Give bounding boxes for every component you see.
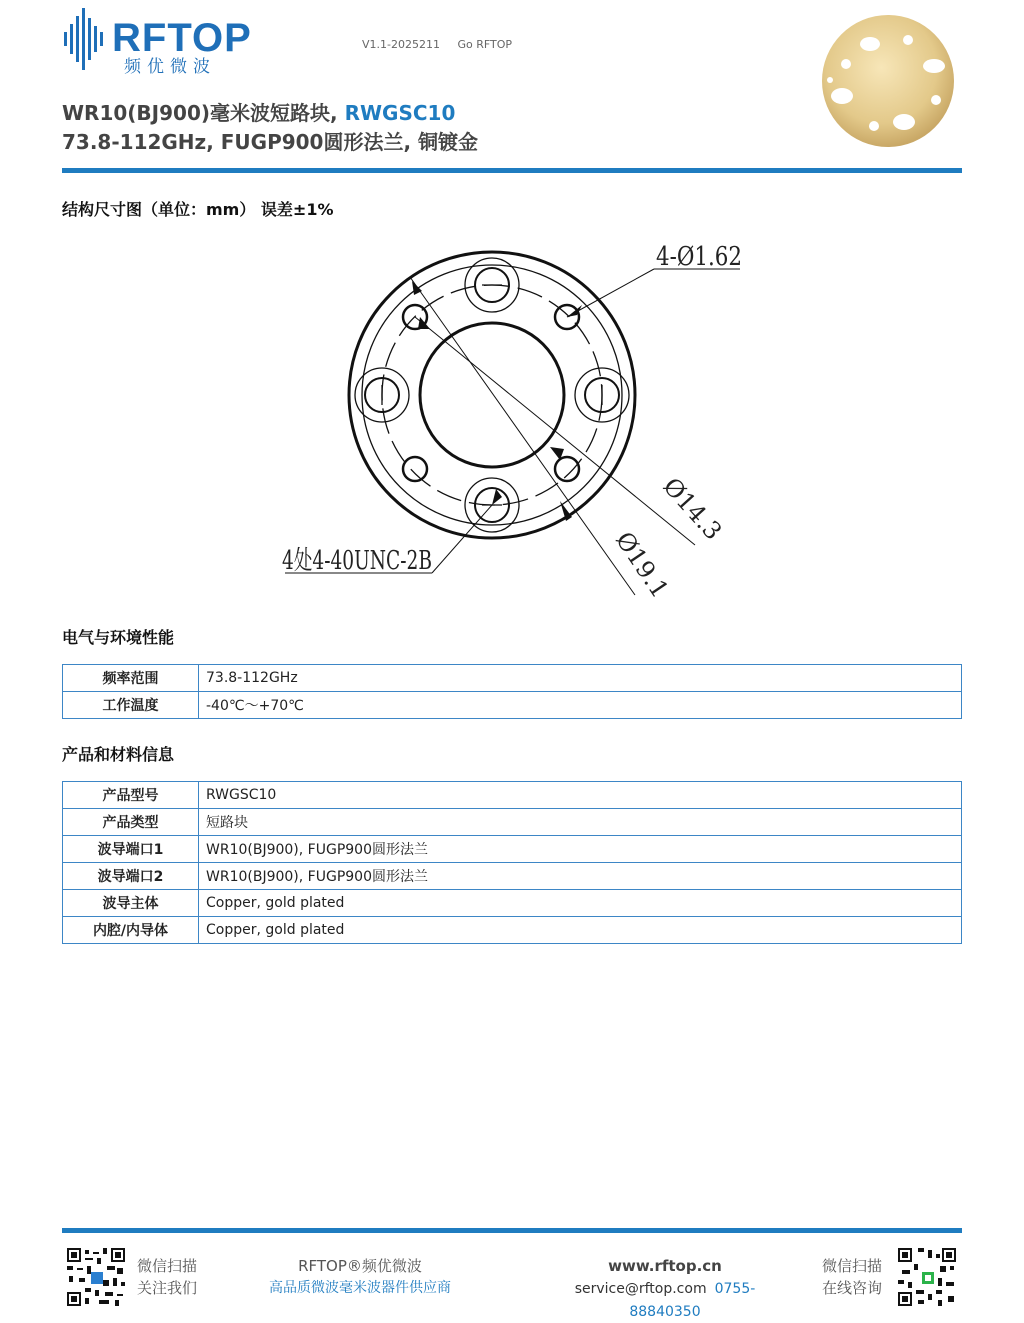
table-row (63, 665, 962, 692)
product-photo (818, 14, 958, 148)
brand-slogan: 高品质微波毫米波器件供应商 (269, 1280, 451, 1296)
version-number: V1.1-2025211 (362, 38, 440, 51)
page-title (62, 97, 455, 126)
product-spec-table (62, 781, 962, 944)
dimension-drawing (270, 225, 760, 605)
footer-wechat-consult (822, 1255, 882, 1299)
table-row (63, 782, 962, 809)
drawing-section-title: 结构尺寸图（单位：mm） 误差±1% (62, 200, 334, 219)
table-row (63, 863, 962, 890)
header-divider (62, 168, 962, 173)
footer-contact (540, 1255, 790, 1323)
brand-name: RFTOP®频优微波 (298, 1257, 422, 1275)
table-row (63, 809, 962, 836)
spec-key: 内腔/内导体 (63, 917, 199, 944)
follow-us-label: 关注我们 (137, 1279, 198, 1297)
table-row (63, 836, 962, 863)
diameter-14-label: Ø14.3 (657, 472, 728, 546)
qr-code-left[interactable] (67, 1248, 125, 1306)
website-link[interactable]: www.rftop.cn (608, 1257, 722, 1275)
wechat-scan-label: 微信扫描 (822, 1257, 883, 1275)
wechat-scan-label: 微信扫描 (137, 1257, 198, 1275)
spec-value: 73.8-112GHz (199, 665, 962, 692)
spec-value: Copper, gold plated (199, 890, 962, 917)
electrical-spec-table (62, 664, 962, 719)
spec-key: 产品类型 (63, 809, 199, 836)
spec-key: 波导端口2 (63, 863, 199, 890)
footer-wechat-follow (137, 1255, 197, 1299)
table-row (63, 890, 962, 917)
thread-label: 4处4-40UNC-2B (282, 546, 432, 576)
spec-key: 波导端口1 (63, 836, 199, 863)
title-model: RWGSC10 (344, 101, 456, 125)
online-consult-label: 在线咨询 (822, 1279, 883, 1297)
spec-value: WR10(BJ900), FUGP900圆形法兰 (199, 863, 962, 890)
email-link[interactable]: service@rftop.com (574, 1281, 707, 1297)
spec-key: 波导主体 (63, 890, 199, 917)
spec-value: WR10(BJ900), FUGP900圆形法兰 (199, 836, 962, 863)
spec-value: -40℃～+70℃ (199, 692, 962, 719)
qr-code-right[interactable] (898, 1248, 956, 1306)
spec-key: 产品型号 (63, 782, 199, 809)
hole-dimension-label: 4-Ø1.62 (656, 242, 742, 272)
footer-brand (268, 1255, 452, 1299)
footer-divider (62, 1228, 962, 1233)
spec-key: 频率范围 (63, 665, 199, 692)
version-info (362, 38, 512, 51)
diameter-19-label: Ø19.1 (610, 526, 675, 603)
title-prefix: WR10(BJ900)毫米波短路块, (62, 101, 345, 125)
table-row (63, 692, 962, 719)
logo-subtitle: 频优微波 (124, 57, 216, 77)
product-section-title: 产品和材料信息 (62, 745, 175, 764)
spec-value: RWGSC10 (199, 782, 962, 809)
page-subtitle: 73.8-112GHz, FUGP900圆形法兰, 铜镀金 (62, 130, 479, 154)
spec-value: 短路块 (199, 809, 962, 836)
logo-text: RFTOP (112, 16, 252, 60)
table-row (63, 917, 962, 944)
spec-key: 工作温度 (63, 692, 199, 719)
electrical-section-title: 电气与环境性能 (62, 628, 175, 647)
phone-number[interactable]: 0755-88840350 (629, 1281, 756, 1320)
go-rftop-link[interactable]: Go RFTOP (457, 38, 513, 51)
spec-value: Copper, gold plated (199, 917, 962, 944)
